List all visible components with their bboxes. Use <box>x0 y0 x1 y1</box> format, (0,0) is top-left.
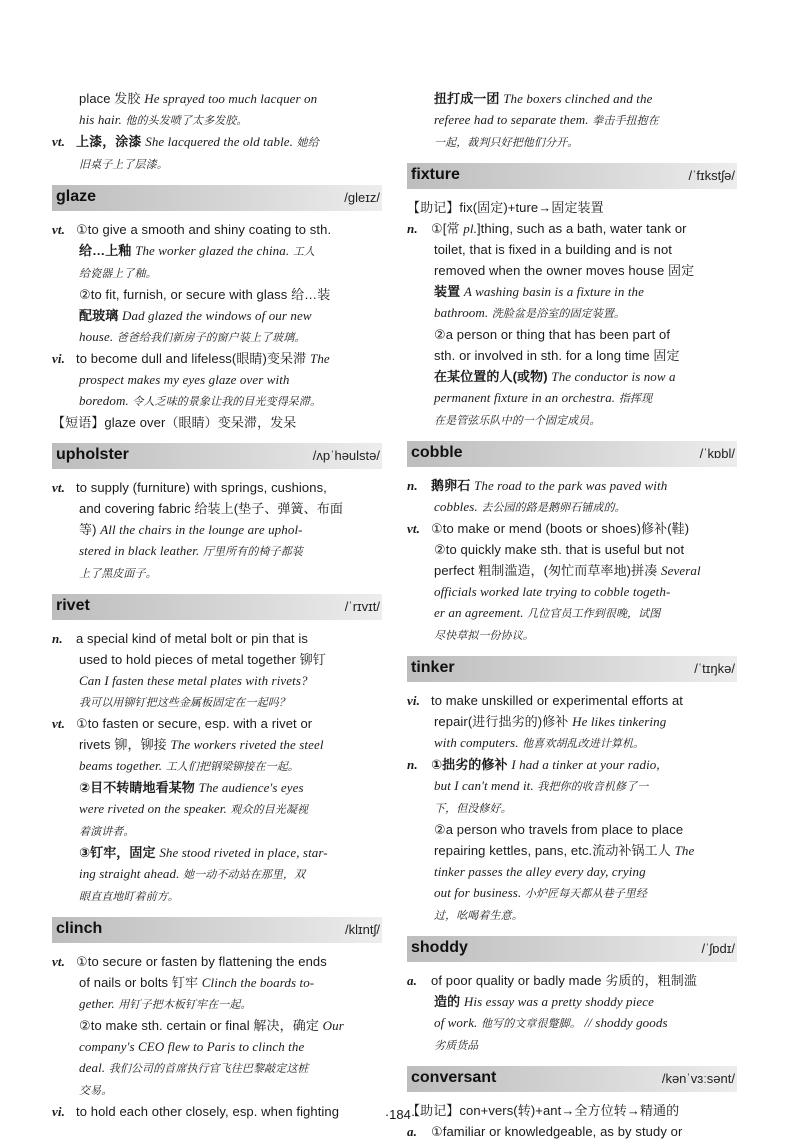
example-text: // shoddy goods <box>584 1015 668 1030</box>
text-line <box>407 88 737 109</box>
text-line <box>407 302 737 324</box>
headword-bar <box>407 936 737 962</box>
phonetic: /kənˈvɜːsənt/ <box>661 1071 735 1086</box>
translation-text: 用钉子把木板钉牢在一起。 <box>114 998 252 1011</box>
translation-text: 我可以用铆钉把这些金属板固定在一起吗？ <box>79 696 290 709</box>
example-text: The workers riveted the steel <box>170 737 324 752</box>
part-of-speech: n. <box>407 757 418 772</box>
definition-text: removed when the owner moves house 固定 <box>434 263 695 278</box>
text-line <box>407 281 737 302</box>
headword-bar <box>407 441 737 467</box>
translation-text: 爸爸给我们新房子的窗户装上了玻璃。 <box>113 331 306 344</box>
example-text: All the chairs in the lounge are uphol- <box>100 522 303 537</box>
phonetic: /gleɪz/ <box>344 190 380 205</box>
example-text: deal. <box>79 1060 106 1075</box>
definition-text: of poor quality or badly made 劣质的，粗制滥 <box>431 973 697 988</box>
translation-text: 工人们把钢梁铆接在一起。 <box>162 760 299 773</box>
translation-text: 拳击手扭抱在 <box>588 114 659 127</box>
text-line <box>52 390 382 412</box>
definition-text: to supply (furniture) with springs, cushions, <box>76 480 327 495</box>
part-of-speech: n. <box>52 631 63 646</box>
text-line <box>407 732 737 754</box>
text-line <box>52 691 382 713</box>
text-line <box>52 326 382 348</box>
phonetic: /ˈkɒbl/ <box>699 446 735 461</box>
text-line <box>52 972 382 993</box>
sense-line <box>407 475 737 496</box>
text-line <box>407 861 737 882</box>
part-of-speech: vt. <box>52 716 65 731</box>
example-text: pl. <box>463 221 477 236</box>
part-of-speech: a. <box>407 973 417 988</box>
definition-text: 【助记】con+vers(转)+ant→全方位转→精通的 <box>407 1103 680 1118</box>
sense-line <box>407 970 737 991</box>
sense-line <box>52 713 382 734</box>
example-text: The conductor is now a <box>551 369 676 384</box>
headword: tinker <box>411 659 455 676</box>
sense-line <box>52 348 382 369</box>
definition-text: rivets 铆，铆接 <box>79 737 171 752</box>
text-line <box>52 820 382 842</box>
translation-text: 给瓷器上了釉。 <box>79 267 157 280</box>
translation-text: 令人乏味的景象让我的目光变得呆滞。 <box>128 395 322 408</box>
text-line <box>407 260 737 281</box>
example-text: beams together. <box>79 758 163 773</box>
translation-text: 一起，裁判只好把他们分开。 <box>434 136 579 149</box>
definition-text: to hold each other closely, esp. when fighting <box>76 1104 340 1119</box>
text-line <box>407 239 737 260</box>
sense-line <box>52 951 382 972</box>
text-line <box>407 711 737 732</box>
text-line <box>52 649 382 670</box>
text-line <box>407 775 737 797</box>
translation-text: 指挥现 <box>615 392 653 405</box>
text-line <box>407 324 737 345</box>
translation-text: 下，但没修好。 <box>434 802 512 815</box>
text-line <box>52 1057 382 1079</box>
definition-text: place 发胶 <box>79 91 145 106</box>
text-line <box>52 369 382 390</box>
example-text: boredom. <box>79 393 129 408</box>
translation-text: 他写的文章很蹩脚。 <box>477 1017 585 1030</box>
definition-text: to become dull and lifeless(眼睛)变呆滞 <box>76 351 310 366</box>
translation-text: 过，吆喝着生意。 <box>434 909 523 922</box>
sense-line <box>52 219 382 240</box>
example-text: Dad glazed the windows of our new <box>122 308 312 323</box>
sense-line <box>52 131 382 153</box>
left-column <box>52 88 382 1122</box>
example-text: ing straight ahead. <box>79 866 180 881</box>
example-text: but I can't mend it. <box>434 778 534 793</box>
example-text: The worker glazed the china. <box>135 243 290 258</box>
part-of-speech: n. <box>407 221 418 236</box>
headword-bar <box>52 917 382 943</box>
definition-text: ①to make or mend (boots or shoes)修补(鞋) <box>431 521 690 536</box>
example-text: referee had to separate them. <box>434 112 589 127</box>
text-line <box>407 624 737 646</box>
phonetic: /klɪntʃ/ <box>345 922 380 937</box>
part-of-speech: a. <box>407 1124 417 1139</box>
headword: cobble <box>411 444 463 461</box>
translation-text: 他的头发喷了太多发胶。 <box>121 114 248 127</box>
example-text: I had a tinker at your radio, <box>511 757 660 772</box>
translation-text: 着演讲者。 <box>79 825 135 838</box>
example-text: She lacquered the old table. <box>145 134 294 149</box>
translation-text: 观众的目光凝视 <box>226 803 309 816</box>
example-text: Our <box>322 1018 344 1033</box>
translation-text: 去公园的路是鹅卵石铺成的。 <box>477 501 626 514</box>
text-line <box>407 1012 737 1034</box>
translation-text: 工人 <box>289 245 316 258</box>
translation-text: 厅里所有的椅子都装 <box>199 545 303 558</box>
definition-text: of nails or bolts 钉牢 <box>79 975 202 990</box>
text-line <box>407 581 737 602</box>
part-of-speech: vi. <box>52 1104 65 1119</box>
text-line <box>52 109 382 131</box>
example-text: Several <box>661 563 701 578</box>
text-line <box>52 562 382 584</box>
sense-line <box>407 518 737 539</box>
text-line <box>52 1036 382 1057</box>
definition-text: ]thing, such as a bath, water tank or <box>476 221 687 236</box>
definition-text: 上漆，涂漆 <box>76 134 146 149</box>
text-line <box>52 755 382 777</box>
definition-text: used to hold pieces of metal together 铆钉 <box>79 652 326 667</box>
text-line <box>52 734 382 755</box>
text-line <box>407 560 737 581</box>
text-line <box>407 904 737 926</box>
example-text: The <box>674 843 695 858</box>
translation-text: 旧桌子上了层漆。 <box>79 158 168 171</box>
headword-bar <box>407 656 737 682</box>
example-text: Clinch the boards to- <box>201 975 315 990</box>
text-line <box>407 539 737 560</box>
text-line <box>407 602 737 624</box>
headword: glaze <box>56 188 97 205</box>
headword: rivet <box>56 597 90 614</box>
text-line <box>407 345 737 366</box>
definition-text: ①to fasten or secure, esp. with a rivet or <box>76 716 313 731</box>
definition-text: ①familiar or knowledgeable, as by study or <box>431 1124 683 1139</box>
translation-text: 她给 <box>293 136 319 149</box>
text-line <box>52 153 382 175</box>
text-line <box>407 109 737 131</box>
example-text: tinker passes the alley every day, crying <box>434 864 646 879</box>
example-text: He sprayed too much lacquer on <box>144 91 318 106</box>
text-line <box>52 885 382 907</box>
translation-text: 小炉匠每天都从巷子里经 <box>521 887 647 900</box>
definition-text: a special kind of metal bolt or pin that is <box>76 631 308 646</box>
translation-text: 眼直直地盯着前方。 <box>79 890 179 903</box>
translation-text: 几位官员工作到很晚，试图 <box>523 607 661 620</box>
text-line <box>52 993 382 1015</box>
example-text: She stood riveted in place, star- <box>159 845 328 860</box>
example-text: gether. <box>79 996 115 1011</box>
phonetic: /ʌpˈhəulstə/ <box>312 448 380 463</box>
example-text: er an agreement. <box>434 605 524 620</box>
example-text: The audience's eyes <box>198 780 304 795</box>
part-of-speech: vi. <box>52 351 65 366</box>
text-line <box>52 305 382 326</box>
example-text: prospect makes my eyes glaze over with <box>79 372 290 387</box>
headword-bar <box>407 1066 737 1092</box>
text-line <box>52 540 382 562</box>
example-text: company's CEO flew to Paris to clinch the <box>79 1039 305 1054</box>
definition-text: ①to secure or fasten by flattening the ends <box>76 954 327 969</box>
sense-line <box>407 690 737 711</box>
text-line <box>407 882 737 904</box>
headword-bar <box>52 185 382 211</box>
sense-line <box>52 628 382 649</box>
example-text: his hair. <box>79 112 122 127</box>
text-line <box>52 519 382 540</box>
sense-line <box>407 218 737 239</box>
text-line <box>407 797 737 819</box>
example-text: His essay was a pretty shoddy piece <box>463 994 654 1009</box>
example-text: were riveted on the speaker. <box>79 801 227 816</box>
definition-text: ②to quickly make sth. that is useful but not <box>434 542 685 557</box>
example-text: officials worked late trying to cobble togeth- <box>434 584 671 599</box>
definition-text: 鹅卵石 <box>431 478 475 493</box>
headword: fixture <box>411 166 460 183</box>
headword-bar <box>407 163 737 189</box>
part-of-speech: vt. <box>407 521 420 536</box>
translation-text: 我把你的收音机修了一 <box>533 780 649 793</box>
example-text: The road to the park was paved with <box>474 478 668 493</box>
text-line <box>407 366 737 387</box>
definition-text: ②a person or thing that has been part of <box>434 327 671 342</box>
example-text: cobbles. <box>434 499 478 514</box>
definition-text: ②to make sth. certain or final 解决，确定 <box>79 1018 323 1033</box>
definition-text: repairing kettles, pans, etc.流动补锅工人 <box>434 843 675 858</box>
translation-text: 我们公司的首席执行官飞往巴黎敲定这桩 <box>105 1062 309 1075</box>
definition-text: ①拙劣的修补 <box>431 757 512 772</box>
definition-text: perfect 粗制滥造，(匆忙而草率地)拼凑 <box>434 563 662 578</box>
translation-text: 在是管弦乐队中的一个固定成员。 <box>434 414 601 427</box>
example-text: The <box>309 351 330 366</box>
definition-text: 【短语】glaze over（眼睛）变呆滞，发呆 <box>52 415 297 430</box>
text-line <box>407 409 737 431</box>
note-line <box>407 197 737 218</box>
part-of-speech: vi. <box>407 693 420 708</box>
note-line <box>52 412 382 433</box>
example-text: house. <box>79 329 114 344</box>
text-line <box>407 819 737 840</box>
example-text: A washing basin is a fixture in the <box>463 284 645 299</box>
phonetic: /ˈfɪkstʃə/ <box>688 168 735 183</box>
text-line <box>407 991 737 1012</box>
text-line <box>52 284 382 305</box>
headword: upholster <box>56 446 129 463</box>
text-line <box>52 777 382 798</box>
headword-bar <box>52 594 382 620</box>
text-line <box>407 1034 737 1056</box>
part-of-speech: vt. <box>52 954 65 969</box>
headword: shoddy <box>411 939 468 956</box>
text-line <box>52 1079 382 1101</box>
definition-text: and covering fabric 给装上(垫子、弹簧、布面 <box>79 501 343 516</box>
definition-text: 【助记】fix(固定)+ture→固定装置 <box>407 200 604 215</box>
definition-text: ①[常 <box>431 221 464 236</box>
text-line <box>52 498 382 519</box>
text-line <box>52 262 382 284</box>
example-text: stered in black leather. <box>79 543 200 558</box>
translation-text: 上了黑皮面子。 <box>79 567 157 580</box>
example-text: permanent fixture in an orchestra. <box>434 390 616 405</box>
text-line <box>407 131 737 153</box>
example-text: of work. <box>434 1015 478 1030</box>
text-line <box>52 798 382 820</box>
sense-line <box>407 754 737 775</box>
translation-text: 她一动不动站在那里，双 <box>179 868 306 881</box>
definition-text: to make unskilled or experimental efforts at <box>431 693 684 708</box>
headword: clinch <box>56 920 103 937</box>
text-line <box>52 670 382 691</box>
translation-text: 洗脸盆是浴室的固定装置。 <box>488 307 626 320</box>
sense-line <box>407 1121 737 1142</box>
definition-text: ①to give a smooth and shiny coating to sth. <box>76 222 332 237</box>
translation-text: 劣质货品 <box>434 1039 479 1052</box>
translation-text: 尽快草拟一份协议。 <box>434 629 534 642</box>
definition-text: ③钉牢，固定 <box>79 845 160 860</box>
phonetic: /ˈrɪvɪt/ <box>344 599 380 614</box>
definition-text: 给…上釉 <box>79 243 136 258</box>
text-line <box>52 863 382 885</box>
headword: conversant <box>411 1069 497 1086</box>
definition-text: 在某位置的人(或物) <box>434 369 552 384</box>
sense-line <box>52 477 382 498</box>
definition-text: 配玻璃 <box>79 308 123 323</box>
definition-text: ②目不转睛地看某物 <box>79 780 199 795</box>
text-line <box>52 240 382 262</box>
definition-text: 造的 <box>434 994 464 1009</box>
text-line <box>407 840 737 861</box>
example-text: out for business. <box>434 885 522 900</box>
definition-text: repair(进行拙劣的)修补 <box>434 714 573 729</box>
part-of-speech: n. <box>407 478 418 493</box>
phonetic: /ˈtɪŋkə/ <box>694 661 735 676</box>
definition-text: toilet, that is fixed in a building and is not <box>434 242 673 257</box>
part-of-speech: vt. <box>52 222 65 237</box>
definition-text: 扭打成一团 <box>434 91 504 106</box>
text-line <box>52 842 382 863</box>
text-line <box>52 88 382 109</box>
example-text: with computers. <box>434 735 519 750</box>
part-of-speech: vt. <box>52 134 65 149</box>
translation-text: 交易。 <box>79 1084 113 1097</box>
example-text: He likes tinkering <box>572 714 667 729</box>
page-number: ·184· <box>384 1107 416 1122</box>
definition-text: sth. or involved in sth. for a long time 固定 <box>434 348 680 363</box>
example-text: Can I fasten these metal plates with rivets? <box>79 673 308 688</box>
right-column <box>407 88 737 1142</box>
definition-text: 等) <box>79 522 101 537</box>
headword-bar <box>52 443 382 469</box>
text-line <box>52 1015 382 1036</box>
example-text: The boxers clinched and the <box>503 91 653 106</box>
text-line <box>407 496 737 518</box>
definition-text: ②a person who travels from place to place <box>434 822 684 837</box>
part-of-speech: vt. <box>52 480 65 495</box>
translation-text: 他喜欢胡乱改进计算机。 <box>518 737 645 750</box>
definition-text: ②to fit, furnish, or secure with glass 给…装 <box>79 287 331 302</box>
definition-text: 装置 <box>434 284 464 299</box>
text-line <box>407 387 737 409</box>
example-text: bathroom. <box>434 305 489 320</box>
phonetic: /ˈʃɒdɪ/ <box>701 941 735 956</box>
